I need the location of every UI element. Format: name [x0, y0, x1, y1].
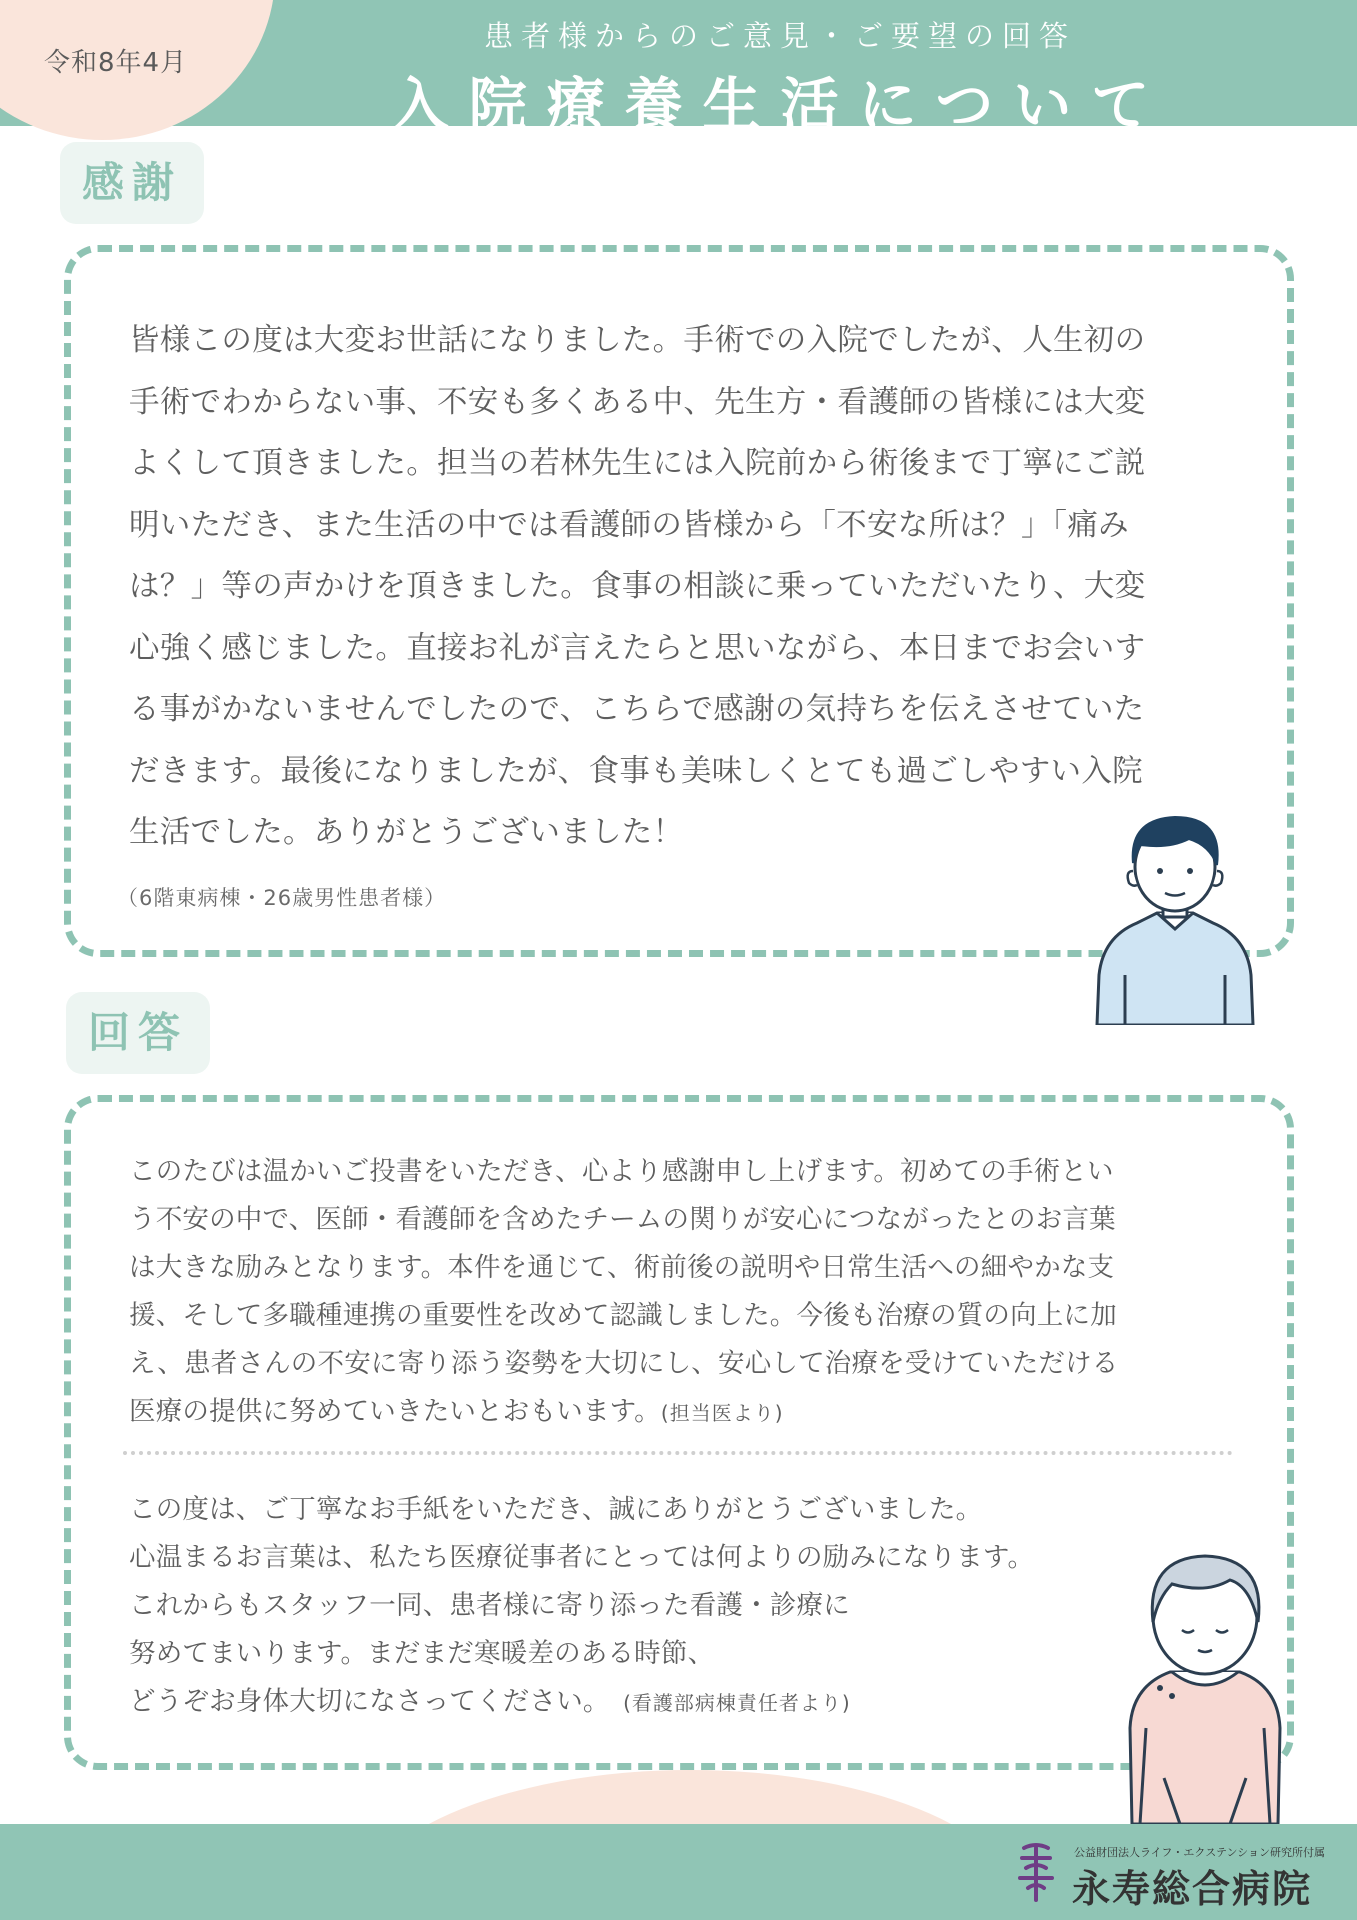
eiju-logo-icon: [1016, 1840, 1056, 1902]
thanks-source: （6階東病棟・26歳男性患者様）: [117, 886, 447, 910]
doctor-signoff: (担当医より): [660, 1401, 784, 1425]
nurse-signoff: (看護部病棟責任者より): [623, 1691, 851, 1715]
doctor-reply: [129, 1148, 1239, 1437]
footer-org: 公益財団法人ライフ・エクステンション研究所付属: [1074, 1846, 1325, 1859]
nurse-reply-text: この度は、ご丁寧なお手紙をいただき、誠にありがとうございました。 心温まるお言葉は、私たち医療従事者にとっては何よりの励みになります。 これからもスタッフ一同、患者様に寄り添った看護・診療に 努めてまいります。まだまだ寒暖差のある時節、 どうぞお身体大切になさってください。: [129, 1494, 1035, 1717]
hospital-name: 永寿総合病院: [1072, 1867, 1313, 1911]
page-subtitle: 患者様からのご意見・ご要望の回答: [483, 19, 1076, 53]
doctor-reply-text: このたびは温かいご投書をいただき、心より感謝申し上げます。初めての手術とい う不安の中で、医師・看護師を含めたチームの関りが安心につながったとのお言葉 は大きな励みとなります。本件を通じて、術前後の説明や日常生活への細やかな支 援、そして多職種連携の重要性を改めて認識しました。今後も治療の質の向上に加 え、患者さんの不安に寄り添う姿勢を大切にし、安心して治療を受けていただける 医療の提供に努めていきたいとおもいます。: [129, 1156, 1119, 1427]
thanks-label: 感謝: [60, 142, 204, 224]
issue-date: 令和8年4月: [44, 48, 188, 78]
male-patient-illustration: [1085, 805, 1265, 1025]
nurse-reply: [129, 1486, 1239, 1727]
nurse-bowing-illustration: [1110, 1538, 1300, 1828]
reply-divider: [123, 1451, 1233, 1455]
thanks-message: 皆様この度は大変お世話になりました。手術での入院でしたが、人生初の 手術でわからない事、不安も多くある中、先生方・看護師の皆様には大変 よくして頂きました。担当の若林先生には入院前から術後まで丁寧にご説 明いただき、また生活の中では看護師の皆様から「不安な所は？」「痛み は？」等の声かけを頂きました。食事の相談に乗っていただいたり、大変 心強く感じました。直接お礼が言えたらと思いながら、本日までお会いす る事がかないませんでしたので、こちらで感謝の気持ちを伝えさせていた だきます。最後になりましたが、食事も美味しくとても過ごしやすい入院 生活でした。ありがとうございました！: [129, 323, 1146, 850]
reply-label: 回答: [66, 992, 210, 1074]
page-title: 入院療養生活について: [390, 71, 1170, 139]
